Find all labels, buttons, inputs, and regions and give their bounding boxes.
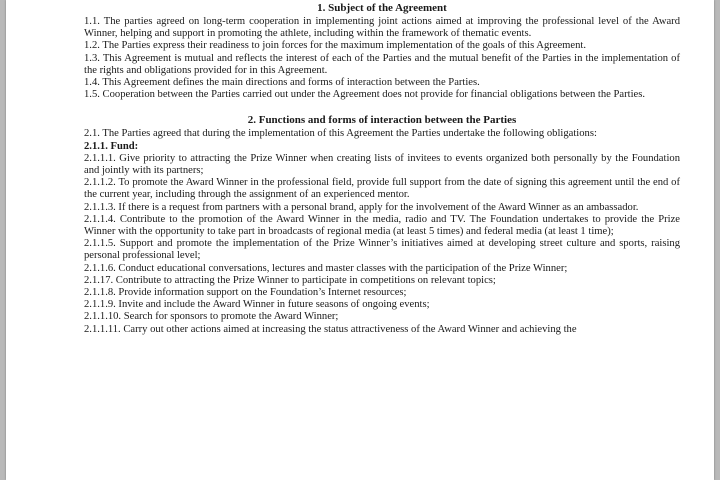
document-page xyxy=(6,0,714,480)
clause-1-3: 1.3. This Agreement is mutual and reflects the interest of each of the Parties and the mutual benefit of the Parties in the implementation of the rights and obligations provided for in this Agreement. xyxy=(84,52,680,76)
document-content xyxy=(84,2,680,336)
clause-2-1-1-6: 2.1.1.6. Conduct educational conversations, lectures and master classes with the participation of the Prize Winner; xyxy=(84,262,568,274)
clause-2-1-1-8: 2.1.1.8. Provide information support on the Foundation’s Internet resources; xyxy=(84,287,407,299)
clause-2-1-1-2: 2.1.1.2. To promote the Award Winner in the professional field, provide full support from the date of signing this agreement until the end of the current year, including through the assignment of an experienced mentor. xyxy=(84,177,680,201)
clause-2-1-1-1: 2.1.1.1. Give priority to attracting the Prize Winner when creating lists of invitees to events organized both personally by the Foundation and jointly with its partners; xyxy=(84,152,680,177)
clause-2-1-1-5: 2.1.1.5. Support and promote the implementation of the Prize Winner’s initiatives aimed at developing street culture and sports, raising personal professional level; xyxy=(84,238,680,262)
clause-1-2: 1.2. The Parties express their readiness to join forces for the maximum implementation of the goals of this Agreement. xyxy=(84,40,587,52)
clause-2-1-1-heading: 2.1.1. Fund: xyxy=(84,140,139,152)
clause-2-1-1-7: 2.1.17. Contribute to attracting the Prize Winner to participate in competitions on relevant topics; xyxy=(84,274,496,286)
clause-2-1-1-10: 2.1.1.10. Search for sponsors to promote the Award Winner; xyxy=(84,311,339,323)
clause-2-1-1-9: 2.1.1.9. Invite and include the Award Winner in future seasons of ongoing events; xyxy=(84,299,430,311)
section-1-heading: 1. Subject of the Agreement xyxy=(317,2,447,14)
clause-2-1: 2.1. The Parties agreed that during the implementation of this Agreement the Parties undertake the following obligations: xyxy=(84,128,597,140)
clause-1-1: 1.1. The parties agreed on long-term cooperation in implementing joint actions aimed at improving the professional level of the Award Winner, helping and support in promoting the athlete, including within the framework of thematic events. xyxy=(84,16,680,40)
clause-2-1-1-3: 2.1.1.3. If there is a request from partners with a personal brand, apply for the involvement of the Award Winner as an ambassador. xyxy=(84,201,639,213)
clause-1-4: 1.4. This Agreement defines the main directions and forms of interaction between the Parties. xyxy=(84,77,480,89)
clause-2-1-1-4: 2.1.1.4. Contribute to the promotion of the Award Winner in the media, radio and TV. The Foundation undertakes to provide the Prize Winner with the opportunity to take part in broadcasts of regional media (at least 5 times) and federal media (at least 1 time); xyxy=(84,213,680,238)
clause-1-5: 1.5. Cooperation between the Parties carried out under the Agreement does not provide for financial obligations between the Parties. xyxy=(84,89,646,101)
section-2-heading: 2. Functions and forms of interaction between the Parties xyxy=(247,114,517,127)
clause-2-1-1-11: 2.1.1.11. Carry out other actions aimed at increasing the status attractiveness of the Award Winner and achieving the xyxy=(84,323,577,335)
